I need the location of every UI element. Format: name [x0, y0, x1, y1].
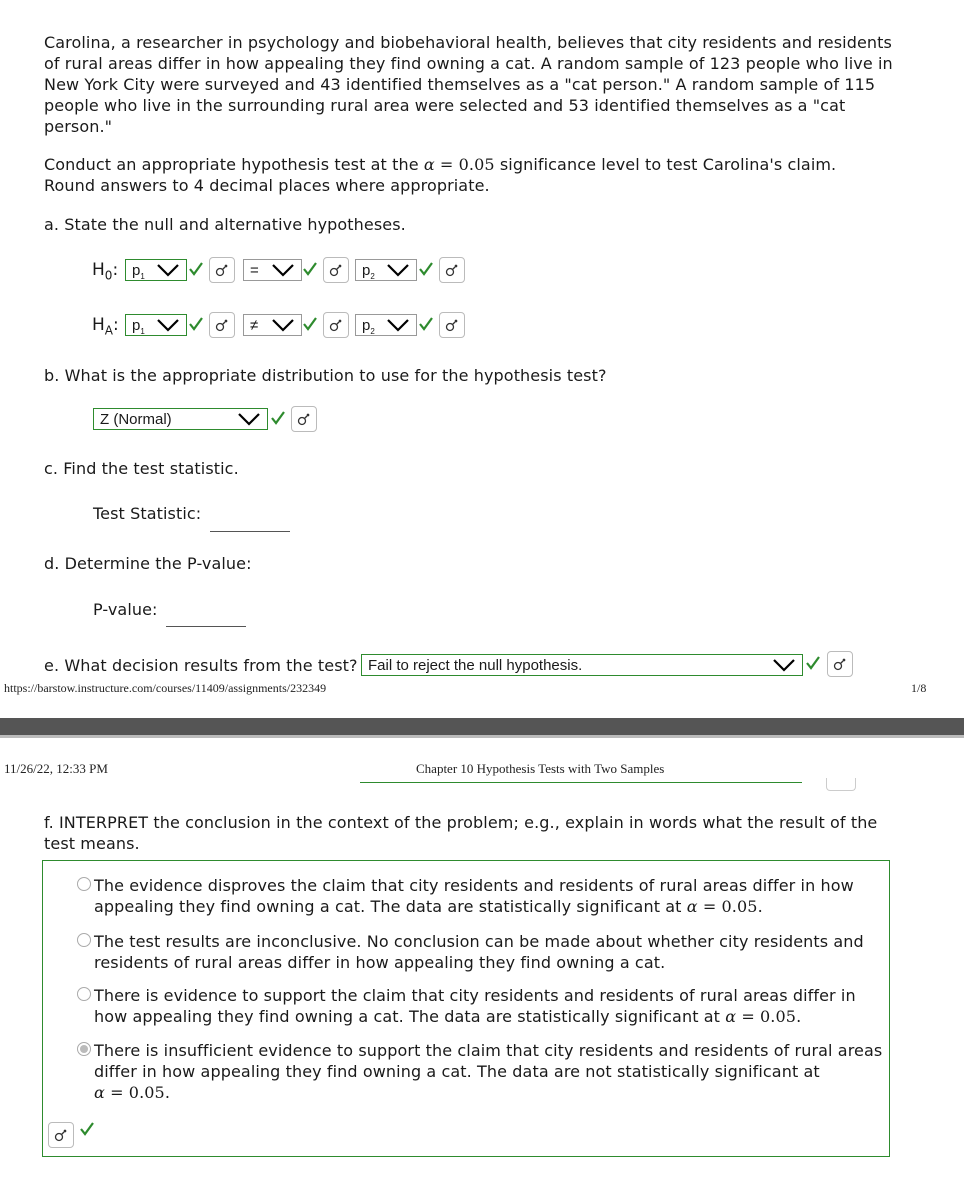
- p-value-input[interactable]: [166, 602, 246, 626]
- check-icon: [189, 317, 203, 331]
- check-icon: [419, 262, 433, 276]
- check-icon: [303, 262, 317, 276]
- key-icon-button[interactable]: [323, 257, 349, 283]
- option-2-text[interactable]: The test results are inconclusive. No conclusion can be made about whether city residents and residents of rural areas differ in how appealing they find owning a cat.: [94, 932, 864, 972]
- h0-label: $H_0$:: [92, 260, 119, 283]
- page-divider-shade: [0, 735, 964, 738]
- test-statistic-label: Test Statistic:: [93, 504, 202, 523]
- option-4-text[interactable]: There is insufficient evidence to support the claim that city residents and residents of rural areas differ in how appealing they find owning a cat. The data are not statistically significant at α = 0.05.: [94, 1041, 883, 1102]
- chevron-down-icon: [772, 658, 796, 672]
- instructions: [44, 154, 944, 196]
- key-icon-button[interactable]: [209, 257, 235, 283]
- chevron-down-icon: [237, 412, 261, 426]
- check-icon: [419, 317, 433, 331]
- decision-select[interactable]: Fail to reject the null hypothesis.: [361, 654, 803, 676]
- p-value-underline: [166, 626, 246, 627]
- check-icon: [189, 262, 203, 276]
- key-icon-button[interactable]: [209, 312, 235, 338]
- chevron-down-icon: [386, 318, 410, 332]
- key-icon-button[interactable]: [48, 1122, 74, 1148]
- radio-option-4[interactable]: [77, 1042, 91, 1056]
- radio-option-3[interactable]: [77, 987, 91, 1001]
- key-icon-button[interactable]: [439, 257, 465, 283]
- header-box: [826, 778, 856, 791]
- test-statistic-input[interactable]: [210, 506, 290, 530]
- problem-statement: [44, 32, 944, 137]
- key-icon-button[interactable]: [827, 651, 853, 677]
- chevron-down-icon: [156, 318, 180, 332]
- part-c-prompt: c. Find the test statistic.: [44, 459, 239, 478]
- h0-operator-select[interactable]: =: [243, 259, 302, 281]
- chevron-down-icon: [386, 263, 410, 277]
- page-divider: [0, 718, 964, 735]
- key-icon: [445, 263, 459, 277]
- print-title: Chapter 10 Hypothesis Tests with Two Samples: [416, 761, 665, 776]
- alpha-value: 0.05: [458, 155, 495, 174]
- key-icon: [833, 657, 847, 671]
- ha-label: $H_A$:: [92, 315, 119, 338]
- check-icon: [303, 317, 317, 331]
- ha-right-select[interactable]: $p_2$: [355, 314, 417, 336]
- instructions-line-2: Round answers to 4 decimal places where appropriate.: [44, 176, 490, 195]
- radio-option-1[interactable]: [77, 877, 91, 891]
- distribution-select[interactable]: Z (Normal): [93, 408, 268, 430]
- ha-left-select[interactable]: $p_1$: [125, 314, 187, 336]
- key-icon-button[interactable]: [323, 312, 349, 338]
- key-icon: [329, 263, 343, 277]
- option-3-text[interactable]: There is evidence to support the claim that city residents and residents of rural areas differ in how appealing they find owning a cat. The data are statistically significant at α = 0.05.: [94, 986, 856, 1026]
- check-icon: [80, 1122, 94, 1136]
- page-number: 1/8: [911, 681, 927, 695]
- part-f-prompt: f. INTERPRET the conclusion in the context of the problem; e.g., explain in words what the result of the test means.: [44, 813, 878, 853]
- check-icon: [271, 411, 285, 425]
- h0-left-select[interactable]: $p_1$: [125, 259, 187, 281]
- key-icon-button[interactable]: [439, 312, 465, 338]
- part-e-prompt: e. What decision results from the test?: [44, 656, 358, 675]
- key-icon: [215, 263, 229, 277]
- print-datetime: 11/26/22, 12:33 PM: [4, 761, 108, 776]
- problem-line-3: New York City were surveyed and 43 identified themselves as a "cat person." A random sample of 115: [44, 75, 876, 94]
- header-rule: [360, 782, 802, 783]
- chevron-down-icon: [156, 263, 180, 277]
- page-url: https://barstow.instructure.com/courses/11409/assignments/232349: [4, 681, 327, 695]
- problem-line-1: Carolina, a researcher in psychology and biobehavioral health, believes that city residents and residents: [44, 33, 892, 52]
- problem-line-2: of rural areas differ in how appealing they find owning a cat. A random sample of 123 people who live in: [44, 54, 893, 73]
- part-a-prompt: a. State the null and alternative hypotheses.: [44, 215, 406, 234]
- instructions-line-1: Conduct an appropriate hypothesis test at the α = 0.05 significance level to test Carolina's claim.: [44, 155, 837, 174]
- ha-operator-select[interactable]: ≠: [243, 314, 302, 336]
- p-value-label: P-value:: [93, 600, 158, 619]
- problem-line-5: person.": [44, 117, 113, 136]
- chevron-down-icon: [271, 318, 295, 332]
- check-icon: [806, 656, 820, 670]
- part-b-prompt: b. What is the appropriate distribution to use for the hypothesis test?: [44, 366, 607, 385]
- key-icon: [329, 318, 343, 332]
- problem-line-4: people who live in the surrounding rural area were selected and 53 identified themselves as a "cat: [44, 96, 846, 115]
- part-d-prompt: d. Determine the P-value:: [44, 554, 252, 573]
- h0-right-select[interactable]: $p_2$: [355, 259, 417, 281]
- key-icon: [297, 412, 311, 426]
- alpha-symbol: α: [423, 155, 435, 174]
- option-1-text[interactable]: The evidence disproves the claim that city residents and residents of rural areas differ in how appealing they find owning a cat. The data are statistically significant at α = 0.05.: [94, 876, 854, 916]
- key-icon: [445, 318, 459, 332]
- key-icon: [215, 318, 229, 332]
- radio-option-2[interactable]: [77, 933, 91, 947]
- test-statistic-underline: [210, 531, 290, 532]
- key-icon: [54, 1128, 68, 1142]
- chevron-down-icon: [271, 263, 295, 277]
- key-icon-button[interactable]: [291, 406, 317, 432]
